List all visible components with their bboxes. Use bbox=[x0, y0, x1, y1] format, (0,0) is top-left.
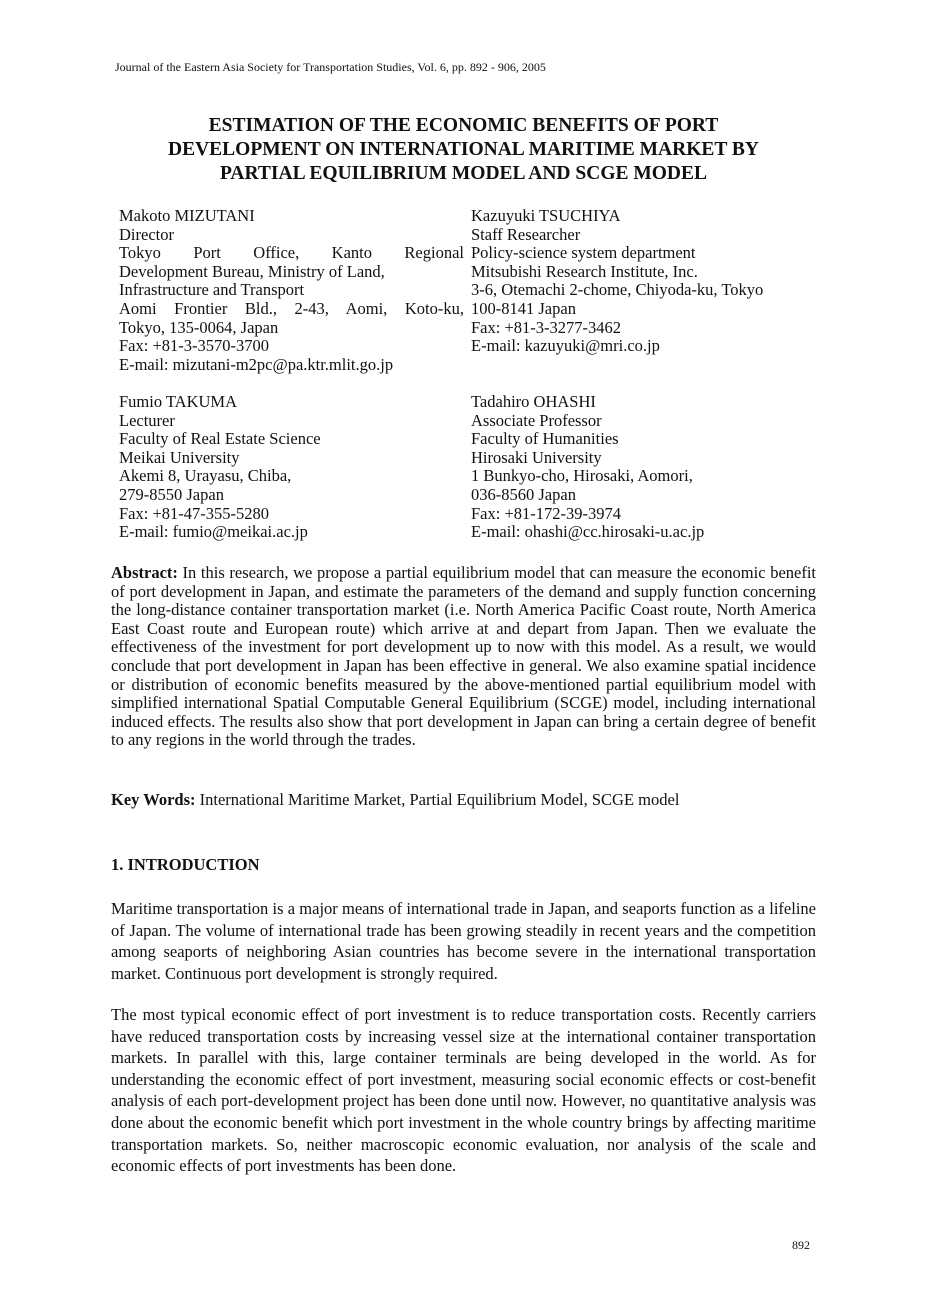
author-email: E-mail: kazuyuki@mri.co.jp bbox=[471, 336, 660, 356]
abstract-label: Abstract: bbox=[111, 563, 178, 582]
abstract-text: In this research, we propose a partial equilibrium model that can measure the economic benefit of port development in Japan, and estimate the parameters of the demand and supply function concerning the long-distance container transportation market (i.e. North America Pacific Coast route, North America East Coast route and European route) which arrive at and depart from Japan. Then we evaluate the effectiveness of the investment for port development up to now with this model. As a result, we would conclude that port development in Japan has been effective in general. We also examine spatial incidence or distribution of economic benefits measured by the above-mentioned partial equilibrium model with simplified international Spatial Computable General Equilibrium (SCGE) model, including international induced effects. The results also show that port development in Japan can bring a certain degree of benefit to any regions in the world through the trades. bbox=[111, 563, 816, 750]
author-position: Associate Professor bbox=[471, 410, 602, 430]
author-position: Staff Researcher bbox=[471, 224, 581, 244]
author-block-ohashi bbox=[471, 393, 816, 542]
author-fax: Fax: +81-47-355-5280 bbox=[119, 503, 269, 523]
title-line: ESTIMATION OF THE ECONOMIC BENEFITS OF PORT bbox=[208, 115, 719, 136]
author-name: Makoto MIZUTANI bbox=[119, 206, 255, 225]
keywords-text: International Maritime Market, Partial Equilibrium Model, SCGE model bbox=[199, 790, 680, 809]
author-affiliation: Infrastructure and Transport bbox=[119, 280, 305, 300]
author-address: 3-6, Otemachi 2-chome, Chiyoda-ku, Tokyo bbox=[471, 280, 764, 300]
author-position: Lecturer bbox=[119, 410, 175, 430]
body-paragraph: Maritime transportation is a major means of international trade in Japan, and seaports function as a lifeline of Japan. The volume of international trade has been growing steadily in recent years and the competition among seaports of neighboring Asian countries has become severe in the international transportation market. Continuous port development is strongly required. bbox=[111, 899, 816, 983]
author-affiliation: Meikai University bbox=[119, 447, 240, 467]
journal-header: Journal of the Eastern Asia Society for Transportation Studies, Vol. 6, pp. 892 - 906, 2005 bbox=[115, 60, 546, 74]
author-fax: Fax: +81-3-3277-3462 bbox=[471, 317, 621, 337]
author-name: Kazuyuki TSUCHIYA bbox=[471, 206, 621, 225]
author-email: E-mail: fumio@meikai.ac.jp bbox=[119, 522, 308, 542]
author-fax: Fax: +81-3-3570-3700 bbox=[119, 336, 269, 356]
author-address: Tokyo, 135-0064, Japan bbox=[119, 317, 279, 337]
author-address: 036-8560 Japan bbox=[471, 484, 576, 504]
author-block-mizutani bbox=[119, 207, 464, 374]
author-email: E-mail: ohashi@cc.hirosaki-u.ac.jp bbox=[471, 522, 705, 542]
author-address: Akemi 8, Urayasu, Chiba, bbox=[119, 466, 292, 486]
author-block-tsuchiya bbox=[471, 207, 816, 356]
author-block-takuma bbox=[119, 393, 464, 542]
keywords bbox=[111, 790, 816, 810]
author-name: Fumio TAKUMA bbox=[119, 392, 238, 411]
section-heading: 1. INTRODUCTION bbox=[111, 855, 260, 874]
author-affiliation: Tokyo Port Office, Kanto Regional bbox=[119, 243, 464, 263]
author-affiliation: Faculty of Real Estate Science bbox=[119, 429, 321, 449]
author-fax: Fax: +81-172-39-3974 bbox=[471, 503, 621, 523]
author-address: 1 Bunkyo-cho, Hirosaki, Aomori, bbox=[471, 466, 693, 486]
author-position: Director bbox=[119, 224, 174, 244]
author-address: 100-8141 Japan bbox=[471, 298, 576, 318]
keywords-label: Key Words: bbox=[111, 790, 196, 809]
author-affiliation: Development Bureau, Ministry of Land, bbox=[119, 261, 385, 281]
author-address: 279-8550 Japan bbox=[119, 484, 224, 504]
author-affiliation: Mitsubishi Research Institute, Inc. bbox=[471, 261, 698, 281]
abstract bbox=[111, 564, 816, 750]
author-name: Tadahiro OHASHI bbox=[471, 392, 596, 411]
author-affiliation: Faculty of Humanities bbox=[471, 429, 619, 449]
author-email: E-mail: mizutani-m2pc@pa.ktr.mlit.go.jp bbox=[119, 354, 394, 374]
author-affiliation: Policy-science system department bbox=[471, 243, 696, 263]
author-affiliation: Hirosaki University bbox=[471, 447, 602, 467]
paper-title bbox=[112, 114, 815, 186]
page-number: 892 bbox=[792, 1238, 810, 1252]
author-address: Aomi Frontier Bld., 2-43, Aomi, Koto-ku, bbox=[119, 298, 464, 318]
title-line: DEVELOPMENT ON INTERNATIONAL MARITIME MARKET BY bbox=[167, 139, 760, 160]
title-line: PARTIAL EQUILIBRIUM MODEL AND SCGE MODEL bbox=[219, 163, 708, 184]
body-paragraph: The most typical economic effect of port investment is to reduce transportation costs. Recently carriers have reduced transportation costs by increasing vessel size at the international container transportation markets. In parallel with this, large container terminals are being developed in the world. As for understanding the economic effect of port investment, measuring social economic effects or cost-benefit analysis of each port-development project has been done until now. However, no quantitative analysis was done about the economic benefit which port investment in the whole country brings by affecting maritime transportation markets. So, neither macroscopic economic evaluation, nor analysis of the scale and economic effects of port investments has been done. bbox=[111, 1005, 816, 1176]
